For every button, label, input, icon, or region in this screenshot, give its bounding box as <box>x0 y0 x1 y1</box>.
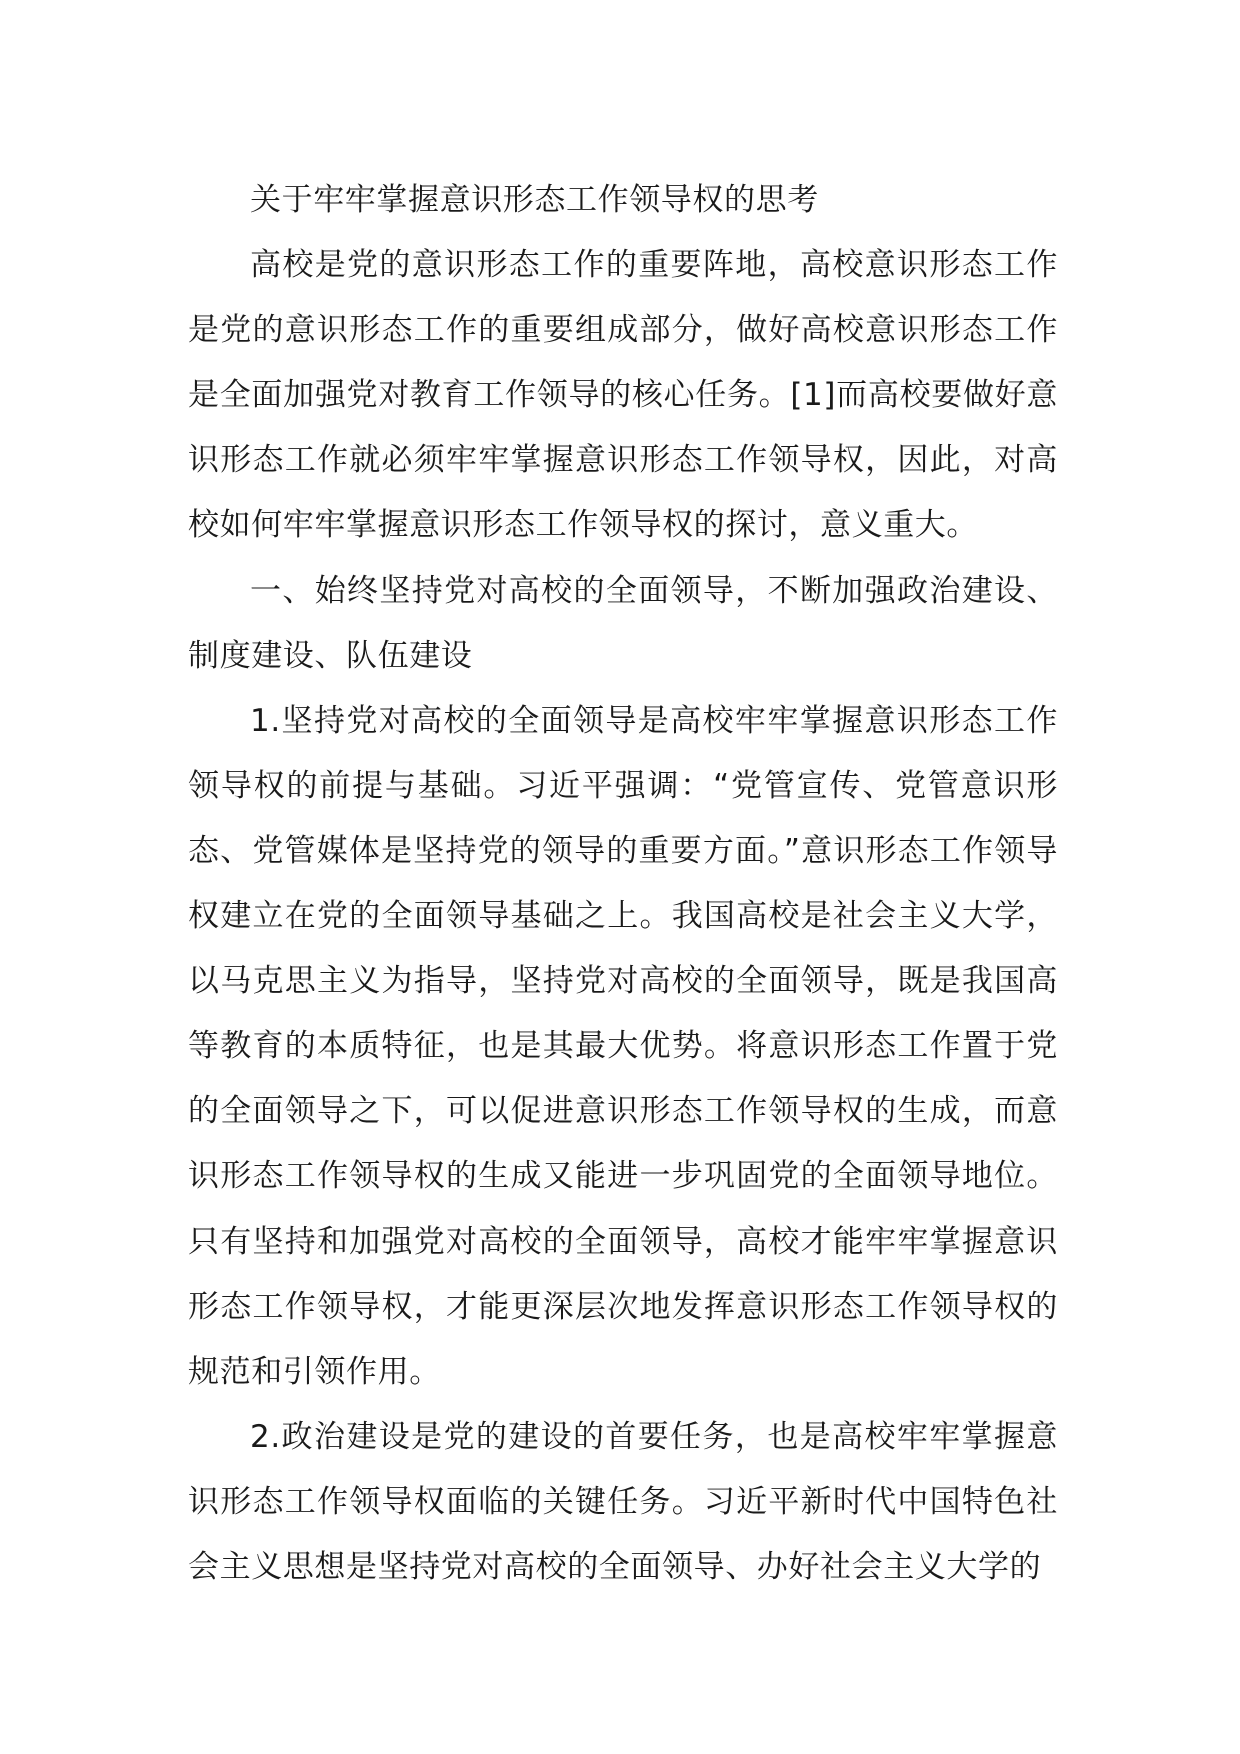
document-title: 关于牢牢掌握意识形态工作领导权的思考 <box>250 182 819 218</box>
paragraph-point-2: 2.政治建设是党的建设的首要任务，也是高校牢牢掌握意识形态工作领导权面临的关键任务。习近平新时代中国特色社会主义思想是坚持党对高校的全面领导、办好社会主义大学的 <box>188 1418 1058 1585</box>
paragraph-intro: 高校是党的意识形态工作的重要阵地，高校意识形态工作是党的意识形态工作的重要组成部分，做好高校意识形态工作是全面加强党对教育工作领导的核心任务。[1]而高校要做好意识形态工作就必须牢牢掌握意识形态工作领导权，因此，对高校如何牢牢掌握意识形态工作领导权的探讨，意义重大。 <box>188 247 1058 544</box>
document-body <box>188 168 1058 1600</box>
paragraph-point-1: 1.坚持党对高校的全面领导是高校牢牢掌握意识形态工作领导权的前提与基础。习近平强调：“党管宣传、党管意识形态、党管媒体是坚持党的领导的重要方面。”意识形态工作领导权建立在党的全面领导基础之上。我国高校是社会主义大学，以马克思主义为指导，坚持党对高校的全面领导，既是我国高等教育的本质特征，也是其最大优势。将意识形态工作置于党的全面领导之下，可以促进意识形态工作领导权的生成，而意识形态工作领导权的生成又能进一步巩固党的全面领导地位。只有坚持和加强党对高校的全面领导，高校才能牢牢掌握意识形态工作领导权，才能更深层次地发挥意识形态工作领导权的规范和引领作用。 <box>188 702 1058 1390</box>
section-heading-1: 一、始终坚持党对高校的全面领导，不断加强政治建设、制度建设、队伍建设 <box>188 572 1058 674</box>
